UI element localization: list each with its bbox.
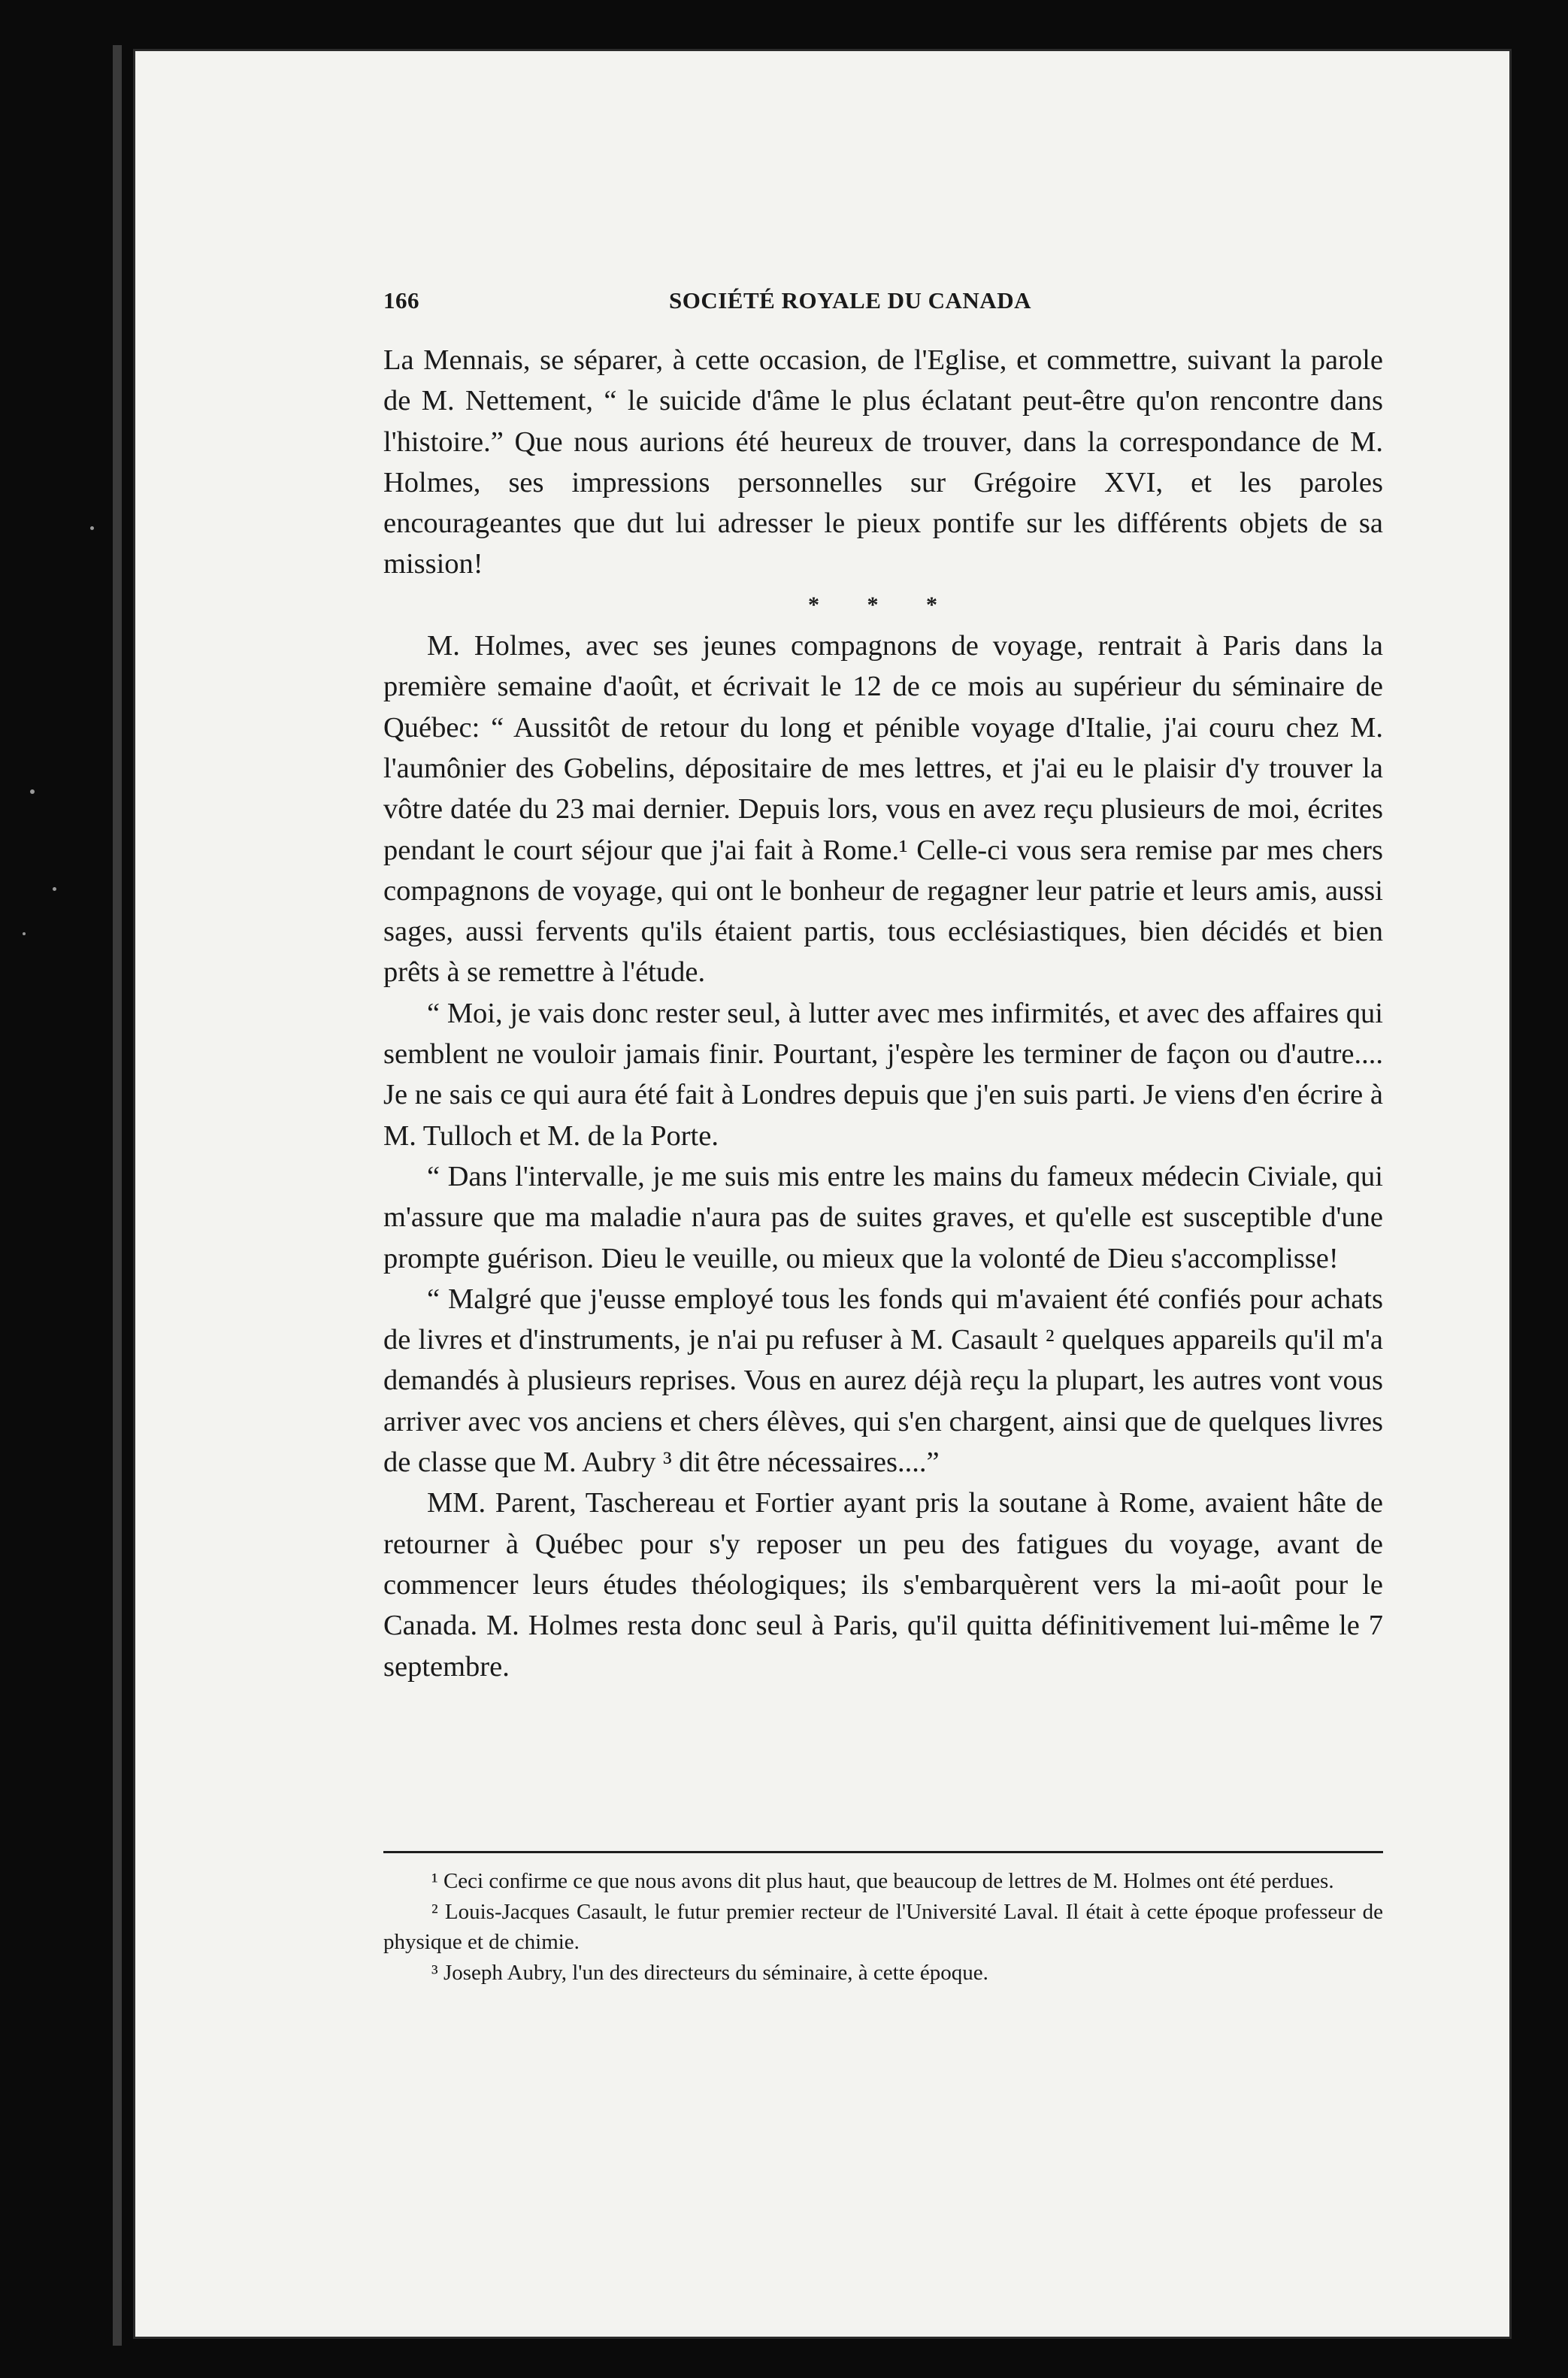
paragraph: M. Holmes, avec ses jeunes compagnons de voyage, rentrait à Paris dans la première semaine d'août, et écrivait le 12 de ce mois au supérieur du séminaire de Québec: “ Aussitôt de retour du long et pénible voyage d'Italie, j'ai couru chez M. l'aumônier des Gobelins, dépositaire de mes lettres, et j'ai eu le plaisir d'y trouver la vôtre datée du 23 mai dernier. Depuis lors, vous en avez reçu plusieurs de moi, écrites pendant le court séjour que j'ai fait à Rome.¹ Celle-ci vous sera remise par mes chers compagnons de voyage, qui ont le bonheur de regagner leur patrie et leurs amis, aussi sages, aussi fervents qu'ils étaient partis, tous ecclésiastiques, bien décidés et bien prêts à se remettre à l'étude. <box>383 630 1383 989</box>
scan-speck <box>90 526 94 530</box>
footnote: ¹ Ceci confirme ce que nous avons dit plus haut, que beaucoup de lettres de M. Holmes ont été perdues. <box>431 1869 1334 1893</box>
scan-speck <box>30 789 35 794</box>
footnote-rule <box>383 1851 1383 1853</box>
body-text <box>383 340 1383 1687</box>
footnotes <box>383 1866 1383 1988</box>
scan-speck <box>53 887 56 891</box>
page-binding-edge <box>113 45 122 2346</box>
paragraph: “ Dans l'intervalle, je me suis mis entre les mains du fameux médecin Civiale, qui m'assure que ma maladie n'aura pas de suites graves, et qu'elle est susceptible d'une prompte guérison. Dieu le veuille, ou mieux que la volonté de Dieu s'accomplisse! <box>383 1160 1383 1274</box>
footnote: ² Louis-Jacques Casault, le futur premier recteur de l'Université Laval. Il était à cette époque professeur de physique et de chimie. <box>383 1899 1383 1954</box>
scan-speck <box>23 932 26 935</box>
page-number: 166 <box>383 287 419 314</box>
footnote: ³ Joseph Aubry, l'un des directeurs du séminaire, à cette époque. <box>431 1960 988 1985</box>
running-head <box>383 287 1383 325</box>
paragraph-continued: La Mennais, se séparer, à cette occasion, de l'Eglise, et commettre, suivant la parole de M. Nettement, “ le suicide d'âme le plus éclatant peut-être qu'on rencontre dans l'histoire.” Que nous aurions été heureux de trouver, dans la correspondance de M. Holmes, ses impressions personnelles sur Grégoire XVI, et les paroles encourageantes que dut lui adresser le pieux pontife sur les différents objets de sa mission! <box>383 344 1383 580</box>
paragraph: “ Malgré que j'eusse employé tous les fonds qui m'avaient été confiés pour achats de livres et d'instruments, je n'ai pu refuser à M. Casault ² quelques appareils qu'il m'a demandés à plusieurs reprises. Vous en aurez déjà reçu la plupart, les autres vont vous arriver avec vos anciens et chers élèves, qui s'en chargent, ainsi que de quelques livres de classe que M. Aubry ³ dit être nécessaires....” <box>383 1283 1383 1479</box>
paragraph: “ Moi, je vais donc rester seul, à lutter avec mes infirmités, et avec des affaires qui semblent ne vouloir jamais finir. Pourtant, j'espère les terminer de façon ou d'autre.... Je ne sais ce qui aura été fait à Londres depuis que j'en suis parti. Je viens d'en écrire à M. Tulloch et M. de la Porte. <box>383 997 1383 1152</box>
paragraph: MM. Parent, Taschereau et Fortier ayant pris la soutane à Rome, avaient hâte de retourner à Québec pour s'y reposer un peu des fatigues du voyage, avant de commencer leurs études théologiques; ils s'embarquèrent vers la mi-août pour le Canada. M. Holmes resta donc seul à Paris, qu'il quitta définitivement lui-même le 7 septembre. <box>383 1487 1383 1683</box>
section-break: * * * <box>808 592 958 617</box>
journal-title: SOCIÉTÉ ROYALE DU CANADA <box>669 287 1031 314</box>
